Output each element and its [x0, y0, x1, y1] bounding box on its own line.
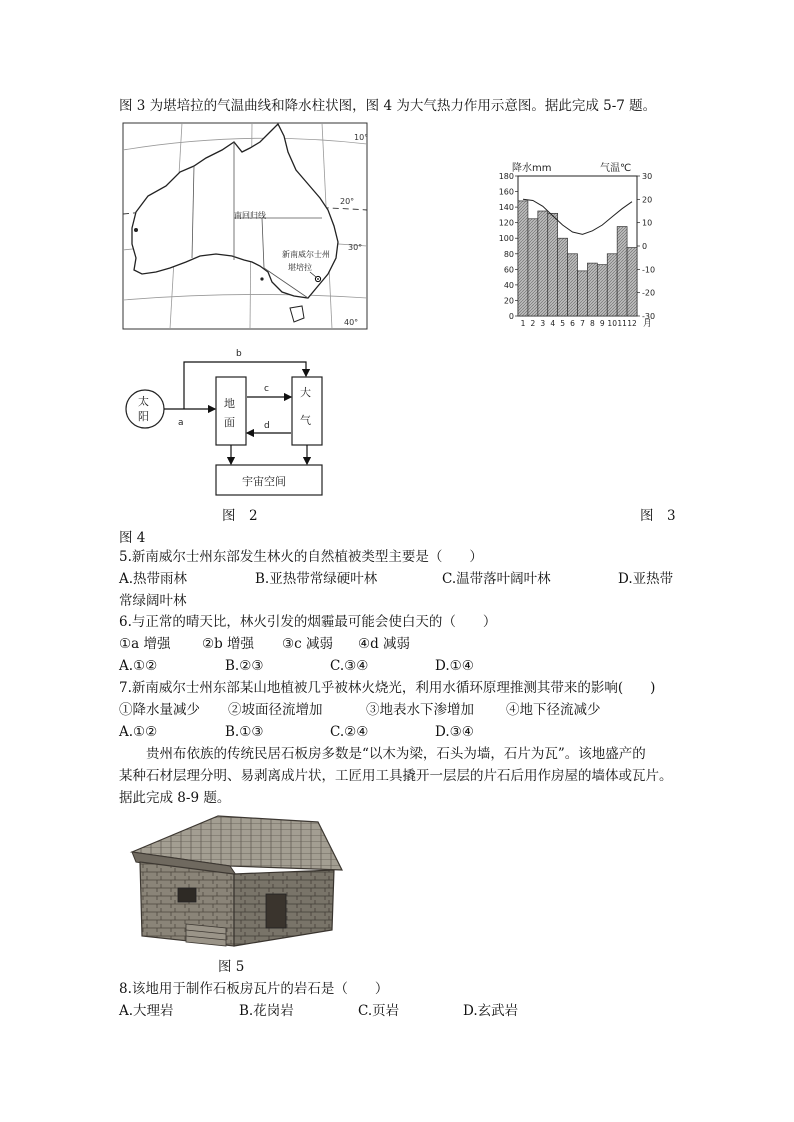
- caption-fig4: 图 4: [119, 530, 146, 546]
- precip-axis-label: 降水mm: [512, 163, 552, 174]
- q8-option-b: B.花岗岩: [239, 1003, 294, 1019]
- precip-bar-6: [568, 254, 578, 316]
- stone-house-image: [126, 812, 348, 950]
- q5-option-d-cont: 常绿阔叶林: [119, 593, 187, 609]
- precip-bar-7: [578, 271, 588, 316]
- q7-item-2: ②坡面径流增加: [228, 702, 323, 718]
- q5-option-b: B.亚热带常绿硬叶林: [255, 571, 378, 587]
- q5-option-c: C.温带落叶阔叶林: [442, 571, 551, 587]
- canberra-label: 堪培拉: [288, 263, 312, 272]
- precip-bar-10: [607, 254, 617, 316]
- q5-stem: 5.新南威尔士州东部发生林火的自然植被类型主要是（ ）: [119, 549, 483, 565]
- tropic-label: 南回归线: [234, 211, 266, 220]
- q7-option-b: B.①③: [225, 724, 264, 740]
- q7-item-1: ①降水量减少: [119, 702, 200, 718]
- temp-tick--30: -30: [642, 312, 656, 321]
- q6-option-c: C.③④: [330, 658, 369, 674]
- heat-diagram: [120, 344, 340, 504]
- q8-option-a: A.大理岩: [119, 1003, 174, 1019]
- month-unit-label: 月: [643, 319, 653, 329]
- q6-stem: 6.与正常的晴天比，林火引发的烟霾最可能会使白天的（ ）: [119, 614, 497, 630]
- q8-stem: 8.该地用于制作石板房瓦片的岩石是（ ）: [119, 981, 389, 997]
- state-label: 新南威尔士州: [282, 250, 330, 259]
- precip-bar-12: [627, 248, 637, 316]
- month-tick-3: 3: [540, 319, 546, 328]
- precip-tick-160: 160: [498, 187, 514, 197]
- temp-tick-0: 0: [642, 242, 648, 251]
- precip-tick-60: 60: [503, 265, 514, 275]
- caption-fig3: 图 3: [640, 508, 676, 524]
- month-tick-11: 11: [617, 319, 627, 328]
- q7-option-d: D.③④: [435, 724, 474, 740]
- climate-chart: [492, 160, 682, 330]
- australia-map: [122, 122, 368, 330]
- q6-option-a: A.①②: [119, 658, 158, 674]
- precip-tick-120: 120: [498, 218, 514, 228]
- q6-option-d: D.①④: [435, 658, 474, 674]
- precip-tick-140: 140: [498, 203, 514, 213]
- month-tick-4: 4: [550, 319, 556, 328]
- precip-tick-80: 80: [503, 249, 514, 259]
- precip-bar-2: [528, 219, 538, 316]
- caption-fig2: 图 2: [222, 508, 258, 524]
- temp-tick-10: 10: [642, 218, 653, 228]
- q5-option-d: D.亚热带: [618, 571, 674, 587]
- month-tick-10: 10: [607, 319, 617, 328]
- label-b: b: [236, 349, 242, 359]
- precip-tick-20: 20: [503, 296, 514, 306]
- space-label: 宇宙空间: [242, 475, 286, 488]
- temp-axis-label: 气温℃: [600, 163, 632, 174]
- q7-stem: 7.新南威尔士州东部某山地植被几乎被林火烧光，利用水循环原理推测其带来的影响( ): [119, 680, 656, 696]
- passage-line-2: 某种石材层理分明、易剥离成片状，工匠用工具撬开一层层的片石后用作房屋的墙体或瓦片。: [119, 768, 673, 784]
- month-tick-8: 8: [589, 319, 595, 328]
- q7-item-3: ③地表水下渗增加: [366, 702, 474, 718]
- label-d: d: [264, 421, 270, 431]
- passage-line-1: 贵州布依族的传统民居石板房多数是“以木为梁，石头为墙，石片为瓦”。该地盛产的: [146, 746, 646, 762]
- q6-item-4: ④d 减弱: [358, 636, 411, 652]
- lat-20-label: 20°: [340, 197, 355, 206]
- lat-40-label: 40°: [344, 318, 359, 327]
- temp-tick-30: 30: [642, 172, 653, 181]
- temp-tick--10: -10: [642, 265, 656, 275]
- month-tick-1: 1: [520, 319, 526, 328]
- temp-tick--20: -20: [642, 288, 656, 298]
- ground-box: [216, 377, 246, 445]
- q7-option-c: C.②④: [330, 724, 369, 740]
- precip-tick-180: 180: [498, 172, 514, 181]
- caption-fig5: 图 5: [218, 959, 245, 975]
- q8-option-c: C.页岩: [358, 1003, 400, 1019]
- atmos-label-2: 气: [300, 414, 311, 427]
- q5-option-a: A.热带雨林: [119, 571, 188, 587]
- precip-bar-8: [587, 263, 597, 316]
- precip-tick-40: 40: [503, 280, 514, 290]
- precip-bar-11: [617, 227, 627, 316]
- q7-item-4: ④地下径流减少: [506, 702, 601, 718]
- precip-tick-100: 100: [498, 234, 514, 244]
- month-tick-7: 7: [580, 319, 585, 328]
- month-tick-9: 9: [599, 319, 605, 328]
- precip-bar-9: [597, 265, 607, 316]
- month-tick-12: 12: [627, 319, 637, 328]
- precip-bar-4: [548, 213, 558, 316]
- q6-item-3: ③c 减弱: [282, 636, 333, 652]
- lat-10-label: 10°: [354, 133, 368, 142]
- lat-30-label: 30°: [348, 243, 363, 252]
- precip-bar-5: [558, 238, 568, 316]
- q6-item-2: ②b 增强: [202, 636, 255, 652]
- precip-bar-3: [538, 211, 548, 316]
- atmos-label-1: 大: [300, 386, 311, 399]
- intro-text: 图 3 为堪培拉的气温曲线和降水柱状图，图 4 为大气热力作用示意图。据此完成 5-7 题。: [119, 98, 657, 114]
- q7-option-a: A.①②: [119, 724, 158, 740]
- month-tick-5: 5: [560, 319, 566, 328]
- temp-tick-20: 20: [642, 195, 653, 205]
- label-c: c: [264, 384, 269, 394]
- q8-option-d: D.玄武岩: [463, 1003, 519, 1019]
- sun-label-2: 阳: [138, 410, 149, 423]
- precip-tick-0: 0: [508, 312, 514, 321]
- precip-bar-1: [518, 201, 528, 316]
- sun-label-1: 太: [138, 395, 149, 408]
- q6-item-1: ①a 增强: [119, 636, 171, 652]
- month-tick-6: 6: [570, 319, 575, 328]
- q6-option-b: B.②③: [225, 658, 264, 674]
- label-a: a: [178, 418, 184, 428]
- passage-line-3: 据此完成 8-9 题。: [119, 790, 231, 806]
- month-tick-2: 2: [530, 319, 536, 328]
- ground-label-2: 面: [224, 416, 235, 429]
- ground-label-1: 地: [224, 397, 235, 410]
